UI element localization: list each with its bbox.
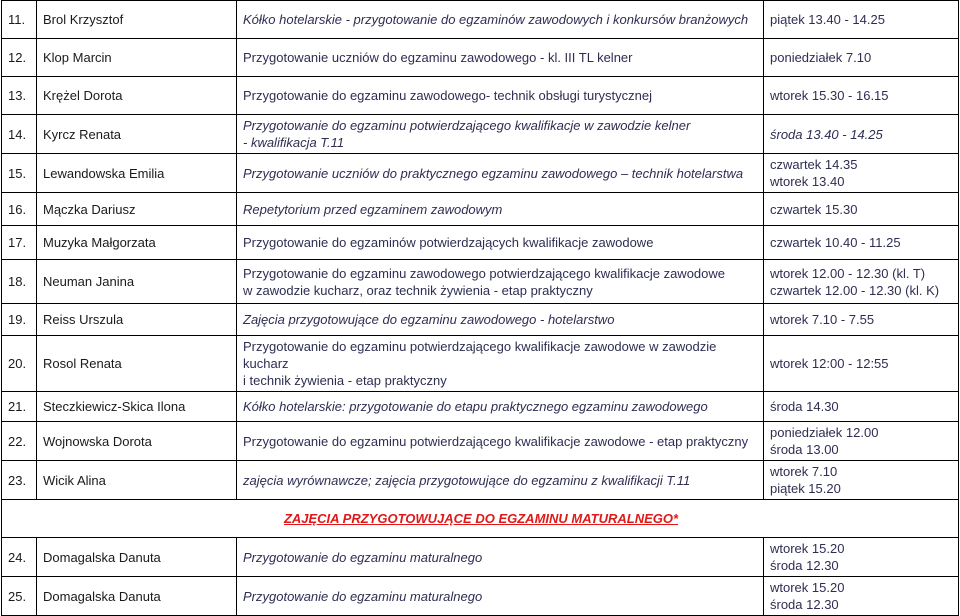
row-number: 14.	[2, 115, 37, 154]
activity-subject: Kółko hotelarskie - przygotowanie do egzaminów zawodowych i konkursów branżowych	[237, 1, 764, 39]
time-line: środa 12.30	[770, 558, 839, 573]
table-row	[2, 77, 959, 115]
teacher-name: Neuman Janina	[37, 260, 237, 304]
schedule-time	[764, 538, 959, 577]
time-line: środa 13.00	[770, 442, 839, 457]
row-number: 12.	[2, 39, 37, 77]
row-number: 17.	[2, 226, 37, 260]
teacher-name: Domagalska Danuta	[37, 577, 237, 616]
schedule-time: środa 13.40 - 14.25	[764, 115, 959, 154]
time-line: czwartek 14.35	[770, 157, 858, 172]
activity-subject: Przygotowanie do egzaminu maturalnego	[237, 577, 764, 616]
table-row	[2, 461, 959, 500]
table-row	[2, 260, 959, 304]
table-row	[2, 304, 959, 336]
subject-line: Przygotowanie do egzaminu zawodowego potwierdzającego kwalifikacje zawodowe	[243, 265, 725, 281]
time-line: poniedziałek 12.00	[770, 425, 879, 440]
time-line: środa 12.30	[770, 597, 839, 612]
subject-line: Przygotowanie do egzaminu potwierdzającego kwalifikacje w zawodzie kelner	[243, 118, 691, 133]
table-row	[2, 538, 959, 577]
table-row	[2, 336, 959, 392]
table-row	[2, 39, 959, 77]
table-row	[2, 422, 959, 461]
row-number: 13.	[2, 77, 37, 115]
teacher-name: Rosol Renata	[37, 336, 237, 392]
activity-subject: zajęcia wyrównawcze; zajęcia przygotowujące do egzaminu z kwalifikacji T.11	[237, 461, 764, 500]
table-row	[2, 154, 959, 193]
time-line: wtorek 12.00 - 12.30 (kl. T)	[770, 265, 926, 281]
table-row	[2, 1, 959, 39]
schedule-time: czwartek 10.40 - 11.25	[764, 226, 959, 260]
row-number: 15.	[2, 154, 37, 193]
row-number: 11.	[2, 1, 37, 39]
schedule-time: wtorek 12:00 - 12:55	[764, 336, 959, 392]
table-row	[2, 193, 959, 226]
teacher-name: Krężel Dorota	[37, 77, 237, 115]
row-number: 24.	[2, 538, 37, 577]
teacher-name: Brol Krzysztof	[37, 1, 237, 39]
teacher-name: Steczkiewicz-Skica Ilona	[37, 392, 237, 422]
activity-subject: Przygotowanie do egzaminów potwierdzających kwalifikacje zawodowe	[237, 226, 764, 260]
activity-subject	[237, 115, 764, 154]
row-number: 21.	[2, 392, 37, 422]
schedule-time: wtorek 15.30 - 16.15	[764, 77, 959, 115]
schedule-time	[764, 577, 959, 616]
time-line: wtorek 15.20	[770, 580, 845, 595]
teacher-name: Domagalska Danuta	[37, 538, 237, 577]
schedule-time: piątek 13.40 - 14.25	[764, 1, 959, 39]
row-number: 16.	[2, 193, 37, 226]
row-number: 23.	[2, 461, 37, 500]
subject-line: Przygotowanie do egzaminu potwierdzającego kwalifikacje zawodowe w zawodzie kucharz	[243, 339, 717, 371]
row-number: 20.	[2, 336, 37, 392]
time-line: wtorek 13.40	[770, 174, 845, 189]
time-line: piątek 15.20	[770, 481, 841, 496]
schedule-time	[764, 154, 959, 193]
activity-subject: Kółko hotelarskie: przygotowanie do etapu praktycznego egzaminu zawodowego	[237, 392, 764, 422]
teacher-name: Lewandowska Emilia	[37, 154, 237, 193]
activity-subject	[237, 260, 764, 304]
row-number: 22.	[2, 422, 37, 461]
row-number: 25.	[2, 577, 37, 616]
activity-subject: Przygotowanie uczniów do praktycznego egzaminu zawodowego – technik hotelarstwa	[237, 154, 764, 193]
teacher-name: Mączka Dariusz	[37, 193, 237, 226]
teacher-name: Wojnowska Dorota	[37, 422, 237, 461]
time-line: wtorek 7.10	[770, 464, 838, 479]
activity-subject: Zajęcia przygotowujące do egzaminu zawodowego - hotelarstwo	[237, 304, 764, 336]
schedule-time: czwartek 15.30	[764, 193, 959, 226]
schedule-time: poniedziałek 7.10	[764, 39, 959, 77]
teacher-name: Muzyka Małgorzata	[37, 226, 237, 260]
teacher-name: Wicik Alina	[37, 461, 237, 500]
subject-line: w zawodzie kucharz, oraz technik żywienia - etap praktyczny	[243, 282, 593, 298]
schedule-time	[764, 461, 959, 500]
schedule-time	[764, 260, 959, 304]
activity-subject: Przygotowanie do egzaminu potwierdzającego kwalifikacje zawodowe - etap praktyczny	[237, 422, 764, 461]
activity-subject: Przygotowanie uczniów do egzaminu zawodowego - kl. III TL kelner	[237, 39, 764, 77]
schedule-table	[1, 0, 959, 616]
table-row	[2, 392, 959, 422]
schedule-time: środa 14.30	[764, 392, 959, 422]
teacher-name: Kyrcz Renata	[37, 115, 237, 154]
activity-subject: Przygotowanie do egzaminu zawodowego- technik obsługi turystycznej	[237, 77, 764, 115]
activity-subject: Repetytorium przed egzaminem zawodowym	[237, 193, 764, 226]
schedule-time: wtorek 7.10 - 7.55	[764, 304, 959, 336]
subject-line: - kwalifikacja T.11	[243, 135, 345, 150]
subject-line: i technik żywienia - etap praktyczny	[243, 373, 447, 388]
table-row	[2, 115, 959, 154]
teacher-name: Klop Marcin	[37, 39, 237, 77]
time-line: wtorek 15.20	[770, 541, 845, 556]
section-title: ZAJĘCIA PRZYGOTOWUJĄCE DO EGZAMINU MATURALNEGO*	[2, 500, 959, 538]
schedule-time	[764, 422, 959, 461]
activity-subject: Przygotowanie do egzaminu maturalnego	[237, 538, 764, 577]
section-header-row	[2, 500, 959, 538]
table-row	[2, 577, 959, 616]
teacher-name: Reiss Urszula	[37, 304, 237, 336]
activity-subject	[237, 336, 764, 392]
table-row	[2, 226, 959, 260]
row-number: 19.	[2, 304, 37, 336]
row-number: 18.	[2, 260, 37, 304]
time-line: czwartek 12.00 - 12.30 (kl. K)	[770, 282, 940, 298]
